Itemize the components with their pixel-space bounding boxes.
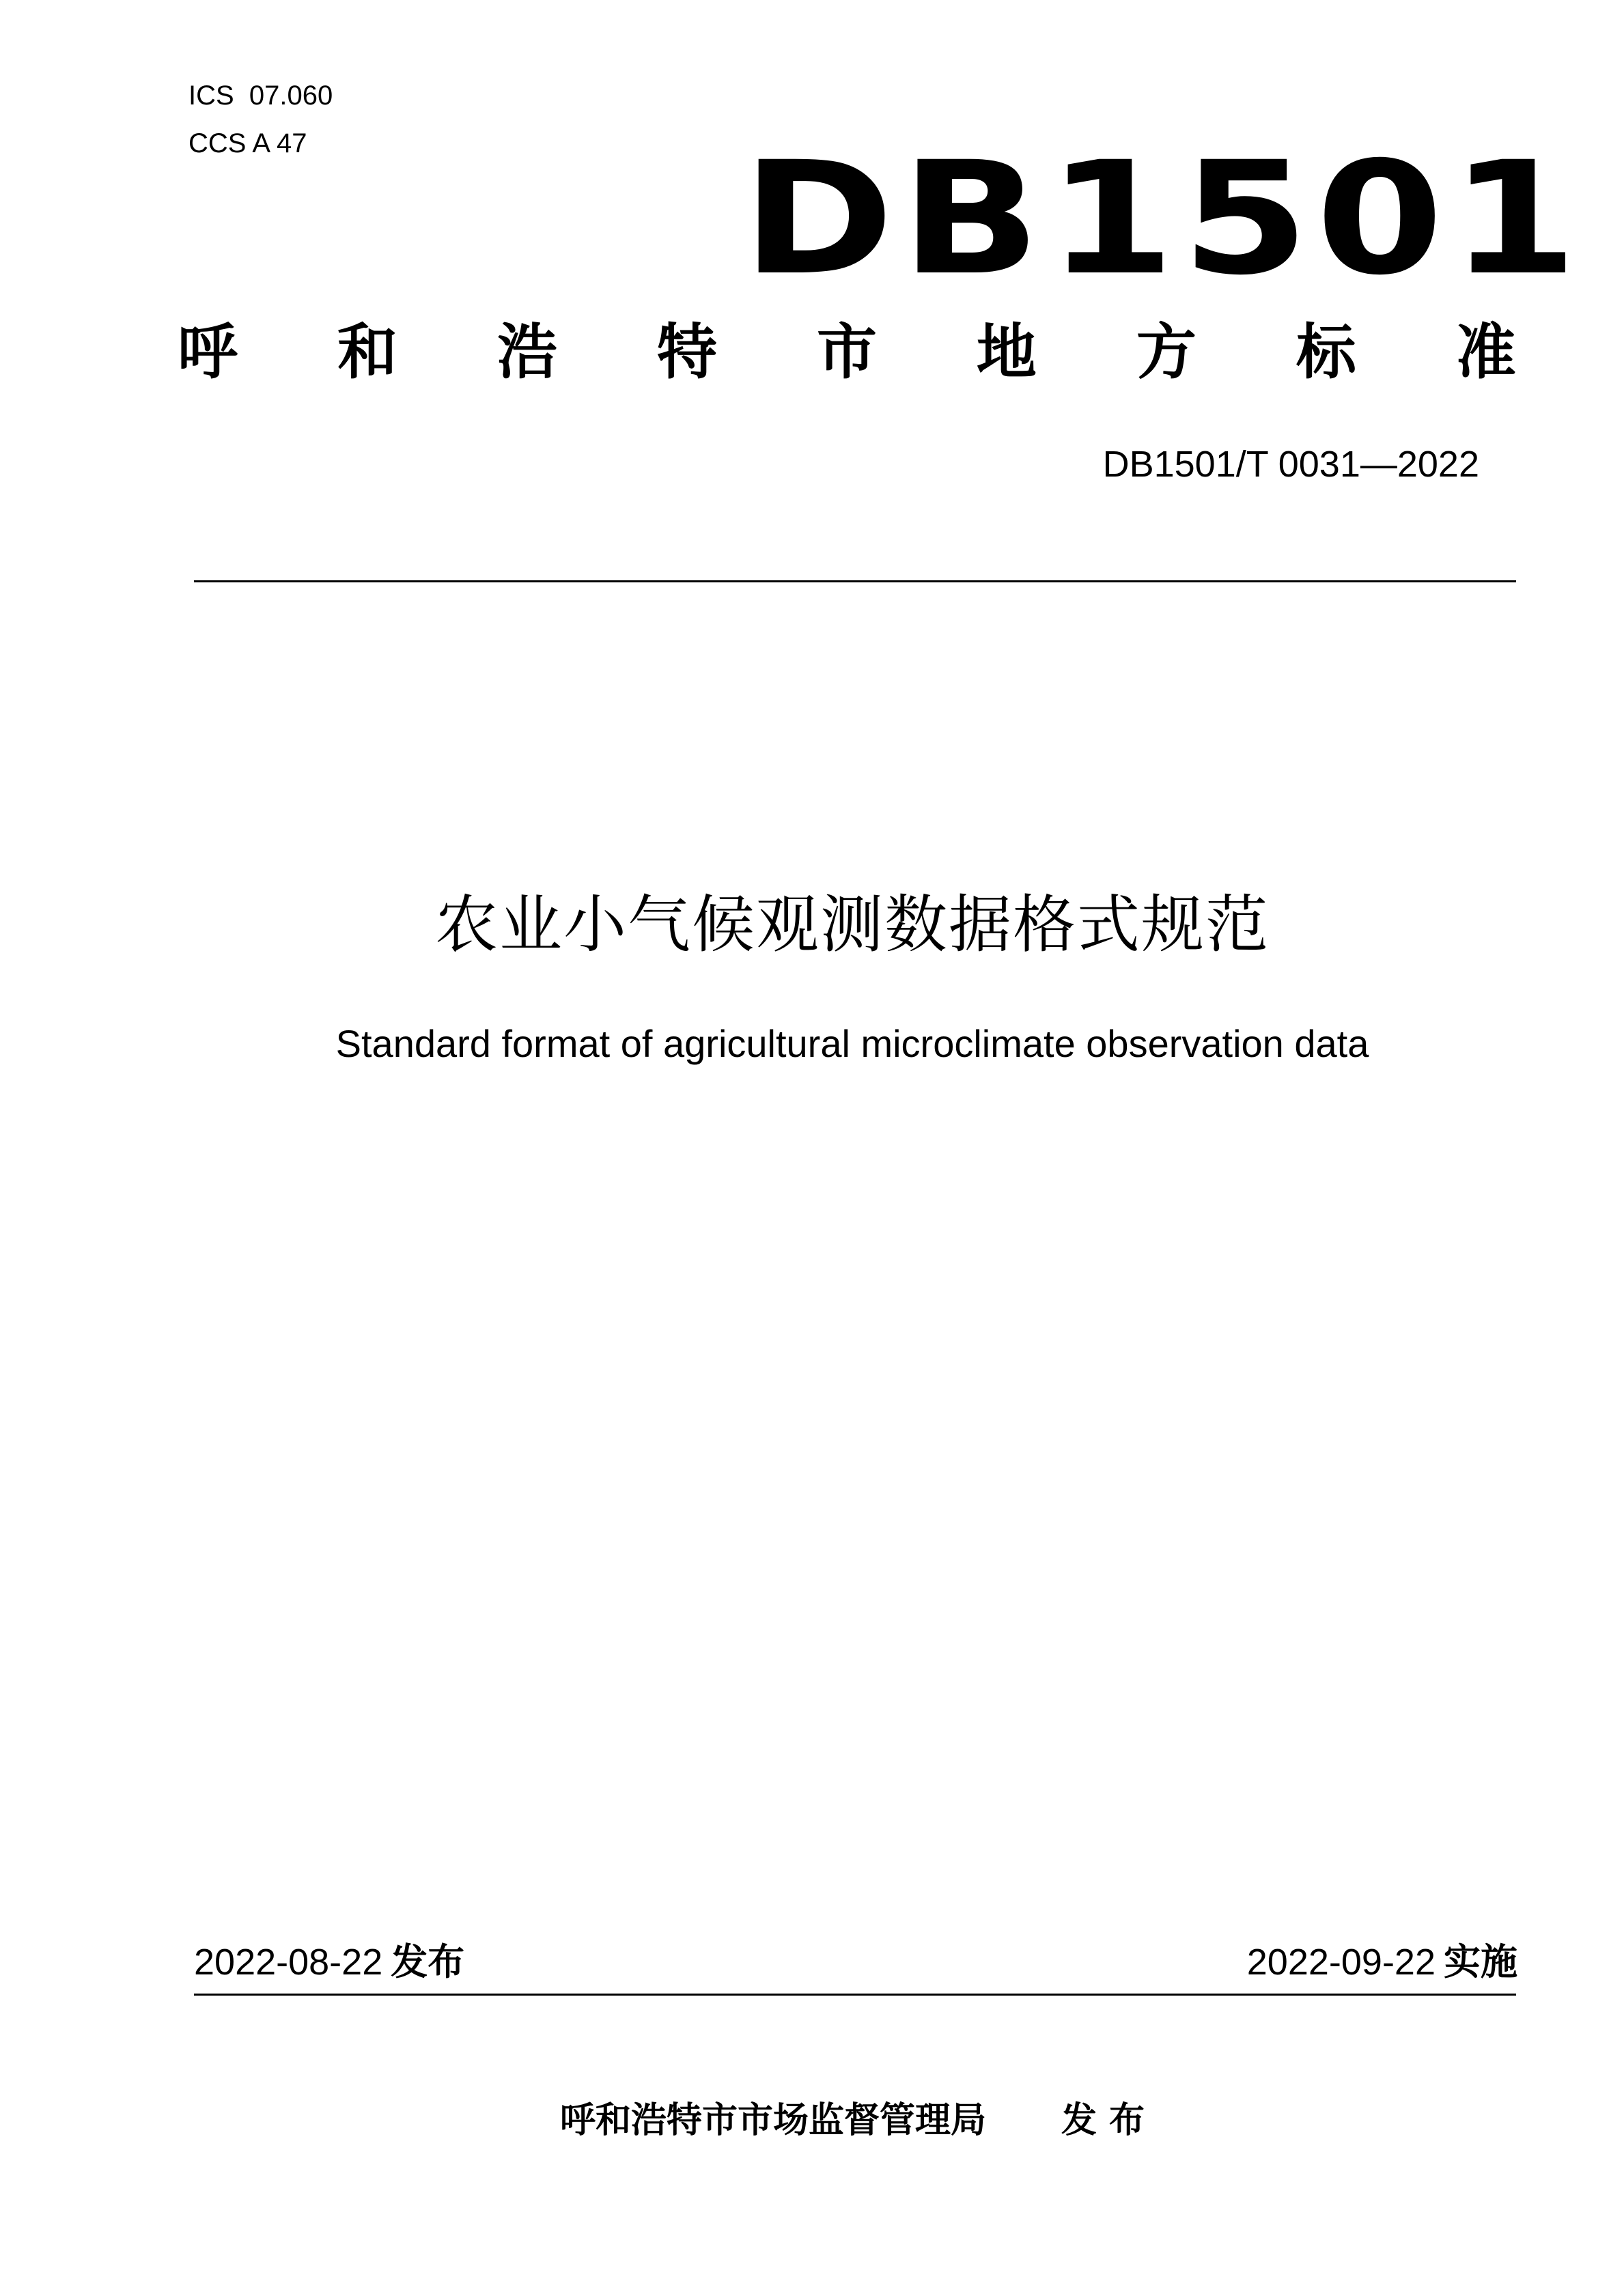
- issuer-line: [0, 2097, 1624, 2144]
- standard-type-heading: [178, 317, 1516, 388]
- standard-type-char: 和: [337, 317, 397, 387]
- issue-label: 发布: [391, 1940, 465, 1983]
- issue-date: 2022-08-22: [194, 1942, 383, 1983]
- title-chinese: 农业小气候观测数据格式规范: [434, 888, 1270, 961]
- standard-type-char: 方: [1136, 317, 1196, 387]
- standard-type-char: 地: [976, 317, 1037, 387]
- standard-type-char: 标: [1296, 317, 1356, 387]
- implementation-date-line: [1247, 1939, 1517, 1985]
- issuer-name: 呼和浩特市市场监督管理局: [559, 2100, 986, 2141]
- standard-type-char: 浩: [496, 317, 557, 387]
- standard-type-char: 呼: [178, 317, 238, 387]
- standard-type-char: 准: [1455, 317, 1516, 387]
- issuer-action: 发 布: [1061, 2100, 1145, 2141]
- ccs-code: CCS A 47: [188, 128, 307, 158]
- ics-code: ICS 07.060: [188, 81, 333, 111]
- standard-number: DB1501/T 0031—2022: [1102, 444, 1479, 485]
- standard-type-char: 特: [656, 317, 717, 387]
- title-english: Standard format of agricultural microclimate observation data: [335, 1022, 1369, 1065]
- standard-logo: DB1501: [742, 128, 1584, 309]
- implementation-label: 实施: [1444, 1940, 1517, 1983]
- issue-date-line: [194, 1939, 464, 1985]
- top-divider: [194, 580, 1516, 582]
- bottom-divider: [194, 1994, 1516, 1996]
- implementation-date: 2022-09-22: [1246, 1942, 1436, 1983]
- standard-type-char: 市: [816, 317, 877, 387]
